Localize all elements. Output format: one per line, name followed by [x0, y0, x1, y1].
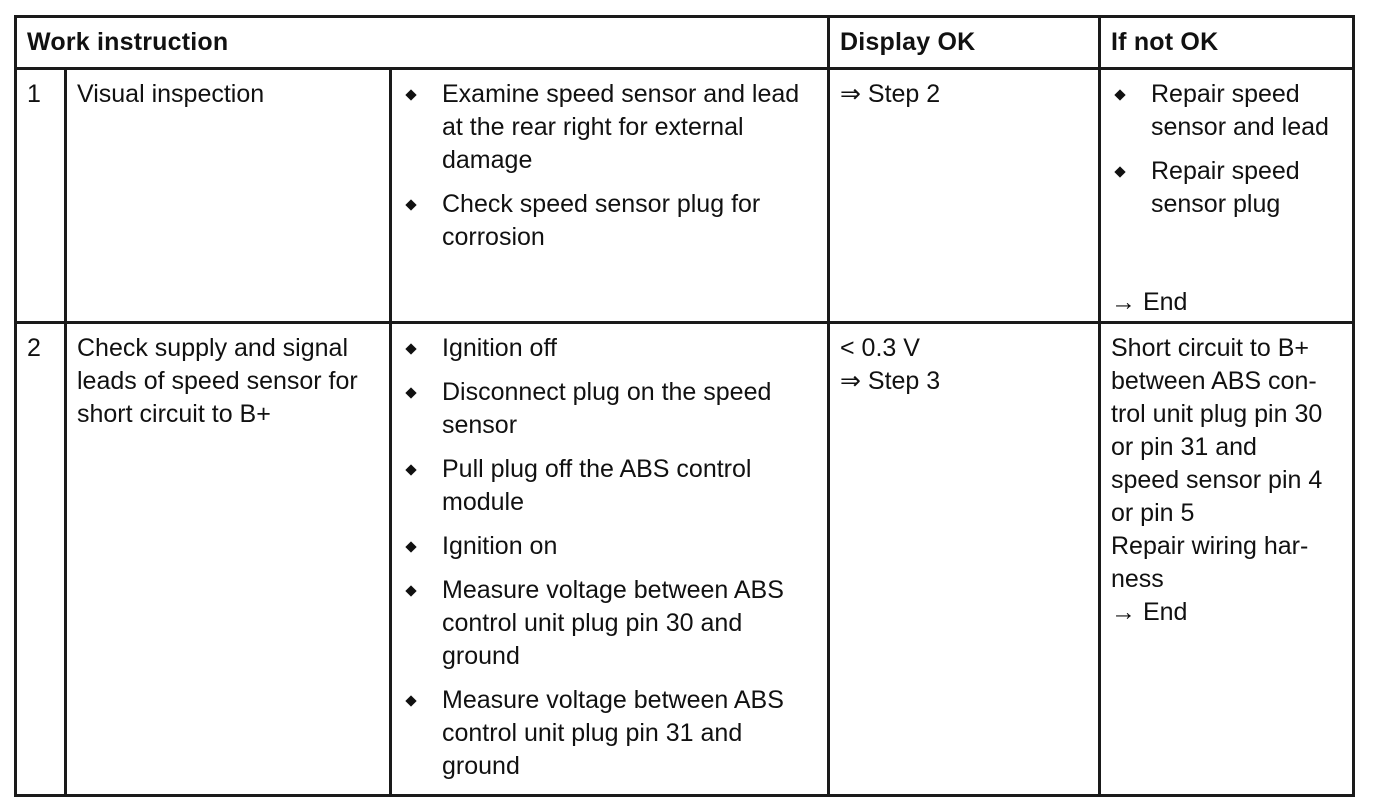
remedy-line: or pin 31 and	[1111, 433, 1257, 461]
list-item	[402, 376, 821, 442]
display-ok-value: < 0.3 V	[840, 334, 920, 362]
display-ok-cell	[829, 323, 1100, 796]
list-item	[402, 78, 821, 177]
bullet-diamond-icon	[405, 464, 416, 475]
action-text: Measure voltage between ABS control unit plug pin 31 and ground	[442, 686, 784, 780]
header-work-instruction: Work instruction	[16, 17, 829, 69]
remedy-line: speed sensor pin 4	[1111, 466, 1323, 494]
step-actions	[391, 323, 829, 796]
remedy-line: trol unit plug pin 30	[1111, 400, 1323, 428]
action-text: Check speed sensor plug for corrosion	[442, 190, 761, 251]
remedy-text: Repair speed sensor and lead	[1151, 80, 1329, 141]
work-instruction-table	[14, 15, 1355, 797]
if-not-ok-cell	[1100, 323, 1354, 796]
display-ok-text: ⇒ Step 3	[840, 367, 941, 395]
table-header-row	[16, 17, 1354, 69]
step-title: Check supply and signal leads of speed sensor for short circuit to B+	[66, 323, 391, 796]
action-text: Disconnect plug on the speed sensor	[442, 378, 772, 439]
table-row	[16, 323, 1354, 796]
list-item	[402, 332, 821, 365]
remedy-line: or pin 5	[1111, 499, 1195, 527]
list-item	[402, 188, 821, 254]
table-row	[16, 69, 1354, 323]
remedy-line: ness	[1111, 565, 1164, 593]
bullet-diamond-icon	[405, 541, 416, 552]
list-item	[402, 530, 821, 563]
list-item	[402, 574, 821, 673]
end-marker: → End	[1111, 598, 1188, 626]
remedy-line: Short circuit to B+	[1111, 334, 1309, 362]
action-text: Measure voltage between ABS control unit plug pin 30 and ground	[442, 576, 784, 670]
if-not-ok-cell	[1100, 69, 1354, 323]
bullet-diamond-icon	[405, 199, 416, 210]
header-display-ok: Display OK	[829, 17, 1100, 69]
list-item	[402, 684, 821, 783]
bullet-diamond-icon	[405, 585, 416, 596]
step-number: 2	[16, 323, 66, 796]
bullet-diamond-icon	[1114, 89, 1125, 100]
action-text: Ignition off	[442, 334, 557, 362]
action-text: Examine speed sensor and lead at the rear right for external damage	[442, 80, 800, 174]
action-text: Pull plug off the ABS control module	[442, 455, 752, 516]
remedy-text: Repair speed sensor plug	[1151, 157, 1300, 218]
step-number: 1	[16, 69, 66, 323]
step-title: Visual inspection	[66, 69, 391, 323]
bullet-diamond-icon	[405, 89, 416, 100]
remedy-line: between ABS con-	[1111, 367, 1317, 395]
bullet-diamond-icon	[1114, 166, 1125, 177]
bullet-diamond-icon	[405, 695, 416, 706]
remedy-line: Repair wiring har-	[1111, 532, 1309, 560]
display-ok-text: ⇒ Step 2	[840, 80, 941, 108]
header-if-not-ok: If not OK	[1100, 17, 1354, 69]
bullet-diamond-icon	[405, 387, 416, 398]
bullet-diamond-icon	[405, 343, 416, 354]
action-text: Ignition on	[442, 532, 558, 560]
list-item	[1111, 78, 1346, 144]
list-item	[402, 453, 821, 519]
display-ok-cell	[829, 69, 1100, 323]
end-marker: → End	[1111, 288, 1188, 316]
list-item	[1111, 155, 1346, 221]
step-actions	[391, 69, 829, 323]
